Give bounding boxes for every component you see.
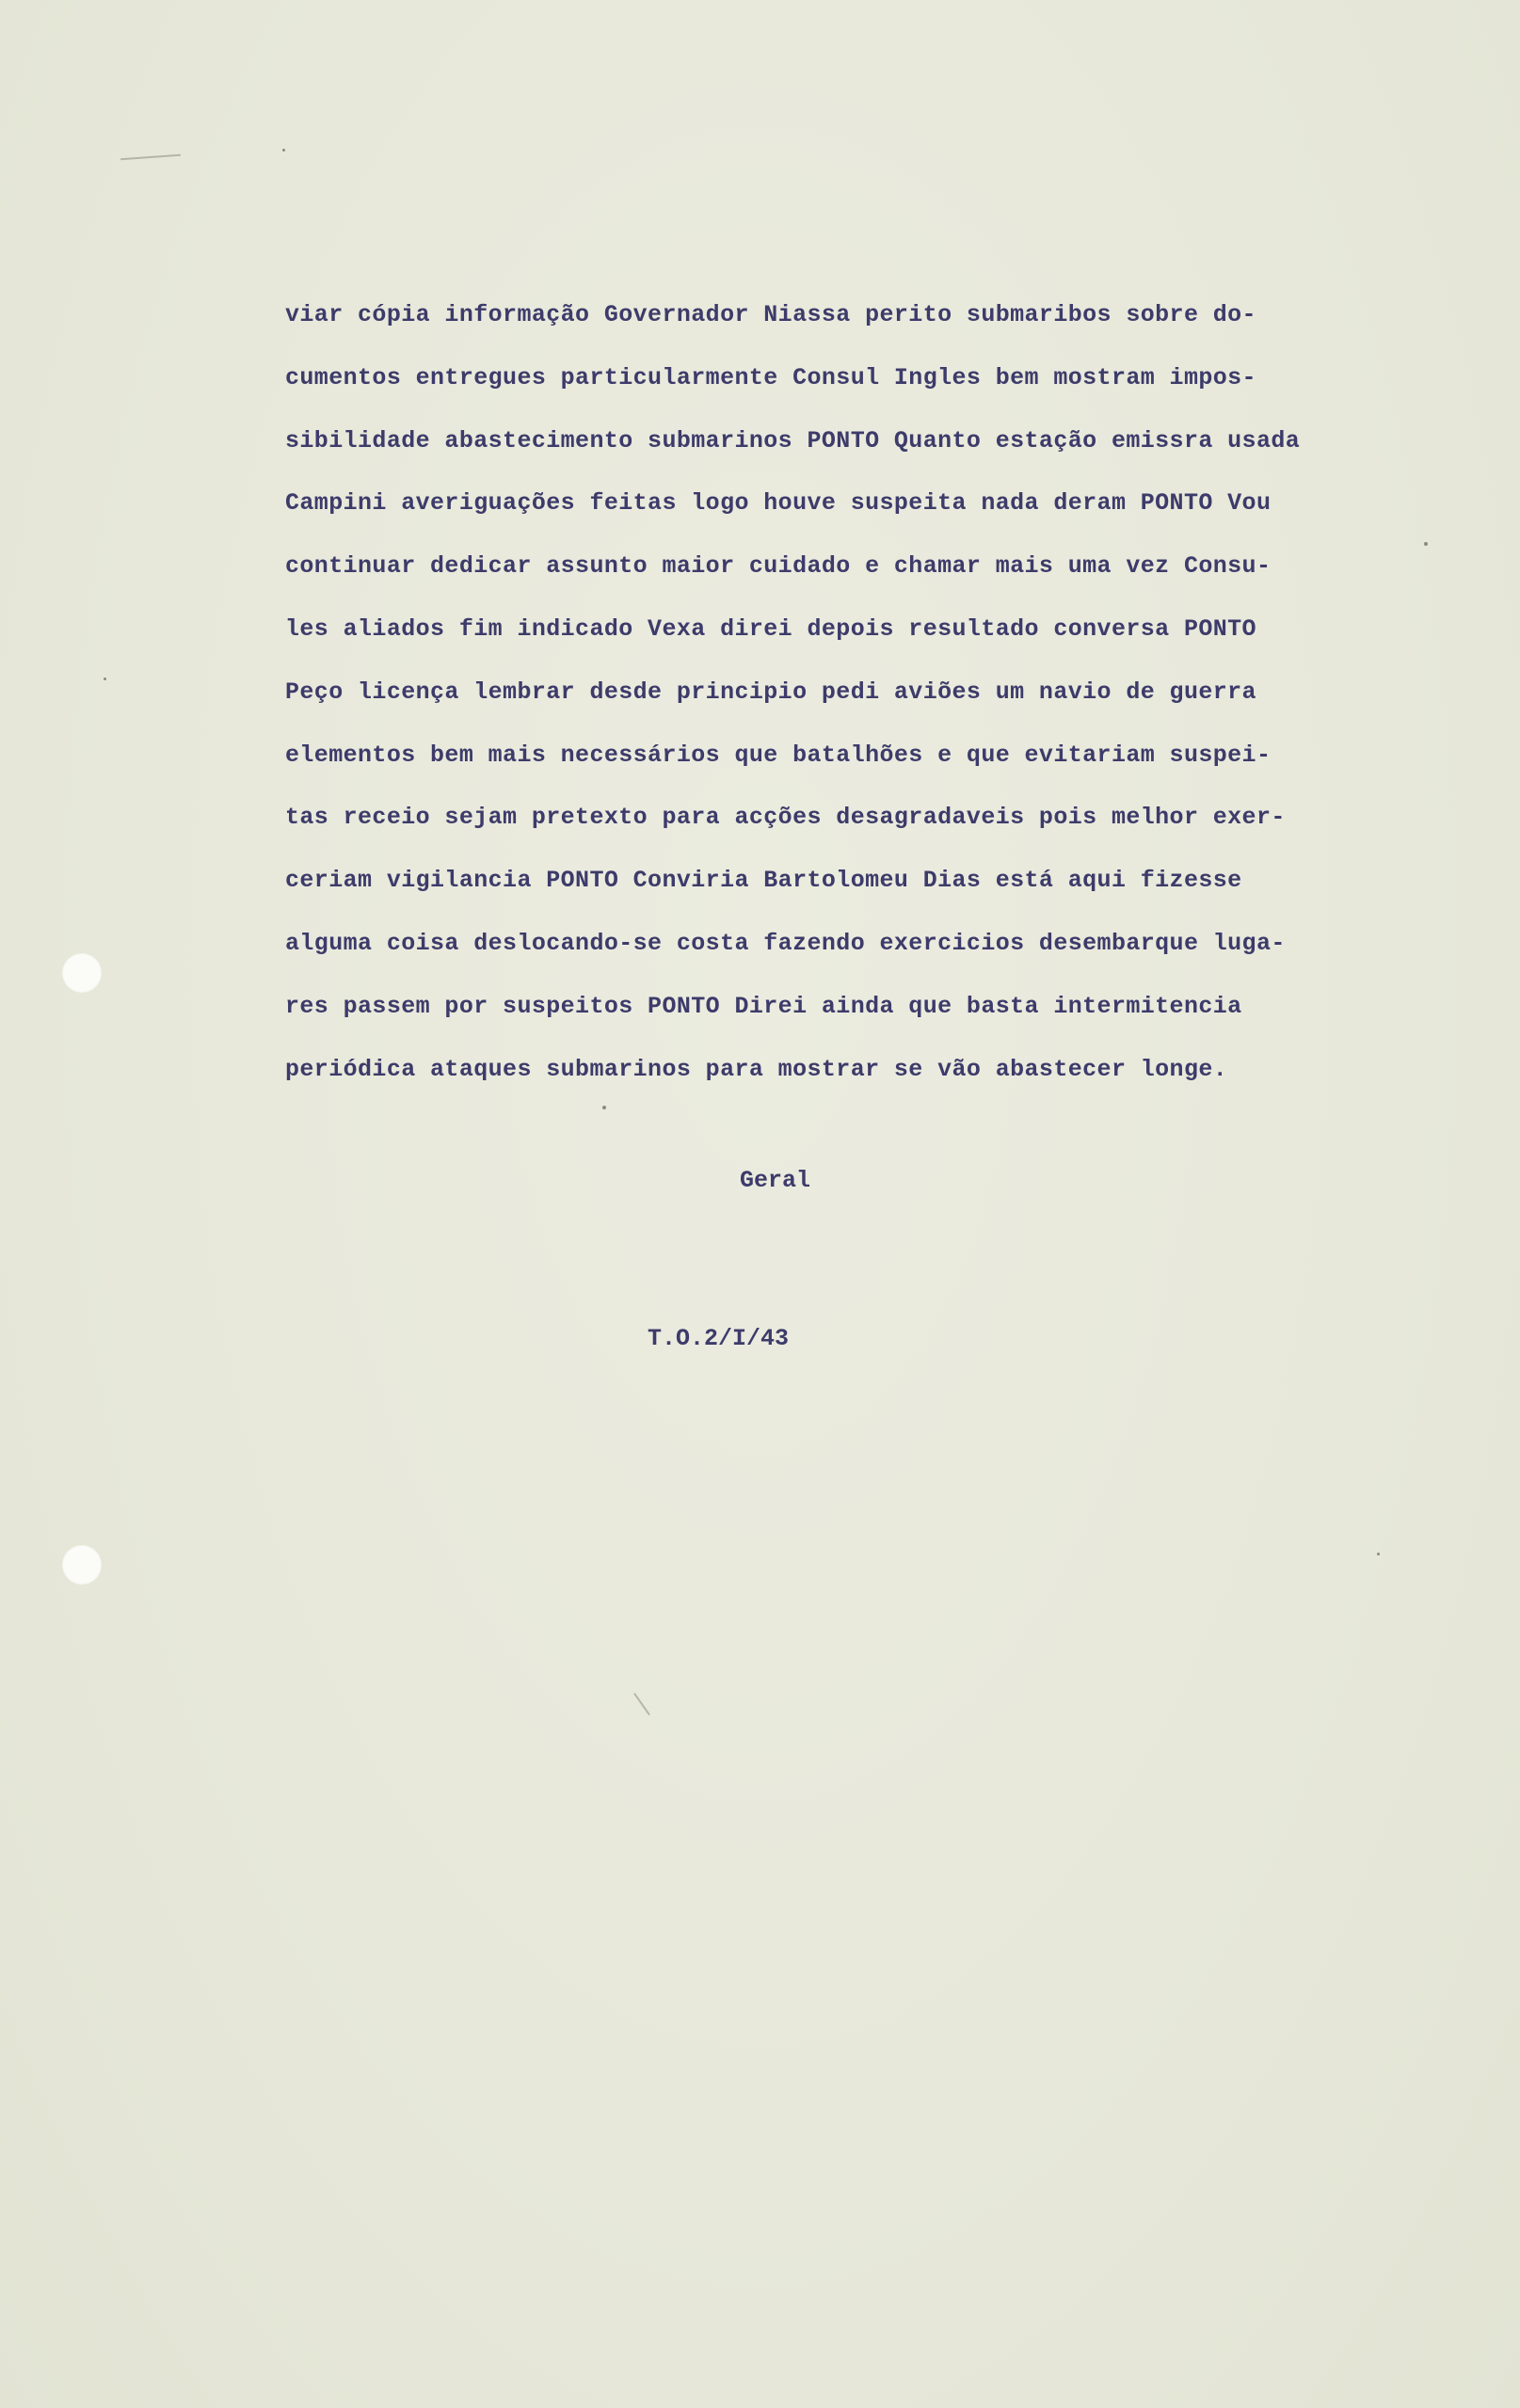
punch-hole-top [62,953,102,993]
text-line: les aliados fim indicado Vexa direi depois resultado conversa PONTO [285,614,1256,643]
paper-speck [104,678,106,680]
paper-mark [633,1693,650,1715]
paper-mark [120,154,181,160]
text-line: cumentos entregues particularmente Consul Ingles bem mostram impos- [285,363,1256,391]
reference-code: T.O.2/I/43 [648,1325,790,1352]
punch-hole-bottom [62,1545,102,1585]
text-line: tas receio sejam pretexto para acções desagradaveis pois melhor exer- [285,804,1286,832]
text-line: Campini averiguações feitas logo houve suspeita nada deram PONTO Vou [285,489,1272,518]
paper-speck [1424,542,1428,546]
text-line: sibilidade abastecimento submarinos PONTO Quanto estação emissra usada [285,426,1301,454]
text-line: Peço licença lembrar desde principio pedi aviões um navio de guerra [285,678,1256,706]
text-line: alguma coisa deslocando-se costa fazendo exercicios desembarque luga- [285,929,1286,957]
text-line: ceriam vigilancia PONTO Conviria Bartolomeu Dias está aqui fizesse [285,867,1242,895]
text-line: continuar dedicar assunto maior cuidado e chamar mais uma vez Consu- [285,552,1272,581]
signature: Geral [740,1167,811,1194]
text-line: periódica ataques submarinos para mostrar se vão abastecer longe. [285,1055,1228,1083]
text-line: elementos bem mais necessários que batalhões e que evitariam suspei- [285,741,1272,769]
paper-speck [282,149,285,151]
paper-speck [1377,1553,1380,1555]
telegram-body [285,284,1377,1101]
text-line: res passem por suspeitos PONTO Direi ainda que basta intermitencia [285,992,1242,1020]
text-line: viar cópia informação Governador Niassa perito submaribos sobre do- [285,301,1256,328]
paper-speck [602,1106,606,1109]
